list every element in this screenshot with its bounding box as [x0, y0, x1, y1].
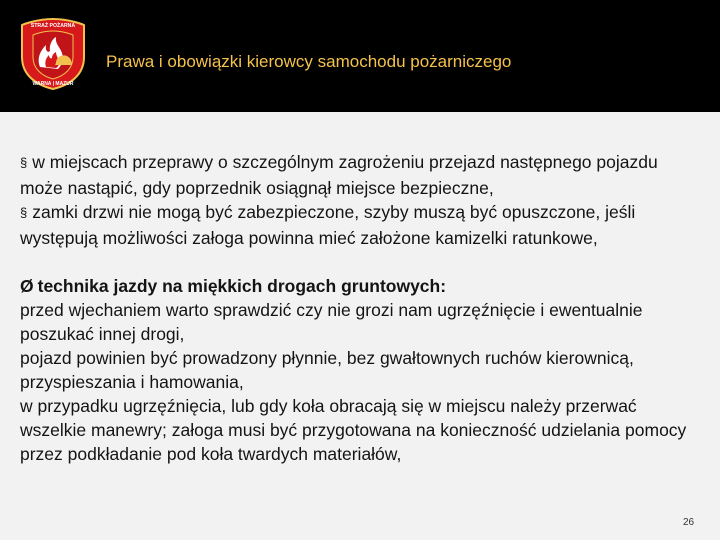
svg-text:STRAŻ POŻARNA: STRAŻ POŻARNA [30, 23, 76, 29]
slide-body [20, 150, 700, 466]
spacer [20, 250, 700, 274]
body-line: przed wjechaniem warto sprawdzić czy nie grozi nam ugrzęźnięcie i ewentualnie poszukać innej drogi, [20, 300, 643, 344]
bullet-text: zamki drzwi nie mogą być zabezpieczone, szyby muszą być opuszczone, jeśli występują możliwości załoga powinna mieć założone kamizelki ratunkowe, [20, 202, 636, 248]
body-line: w przypadku ugrzęźnięcia, lub gdy koła obracają się w miejscu należy przerwać wszelkie manewry; załoga musi być przygotowana na konieczność udzielania pomocy przez podkładanie pod koła twardych materiałów, [20, 396, 687, 464]
header-bar [0, 0, 720, 112]
bullet-item [20, 150, 700, 200]
body-line: pojazd powinien być prowadzony płynnie, bez gwałtownych ruchów kierownicą, przyspieszania i hamowania, [20, 348, 634, 392]
section-heading [20, 274, 700, 298]
page-number: 26 [683, 517, 695, 528]
bullet-marker: § [20, 155, 28, 170]
bullet-marker: § [20, 205, 28, 220]
bullet-text: w miejscach przeprawy o szczególnym zagrożeniu przejazd następnego pojazdu może nastąpić, gdy poprzednik osiągnął miejsce bezpieczne, [20, 152, 658, 198]
section-heading-text: technika jazdy na miękkich drogach gruntowych: [37, 276, 447, 296]
svg-text:WARNA | MAZUR: WARNA | MAZUR [32, 81, 74, 87]
arrow-bullet-icon: Ø [20, 276, 34, 296]
bullet-item [20, 200, 700, 250]
slide-title: Prawa i obowiązki kierowcy samochodu pożarniczego [106, 52, 512, 71]
fire-brigade-emblem-icon [18, 17, 88, 91]
